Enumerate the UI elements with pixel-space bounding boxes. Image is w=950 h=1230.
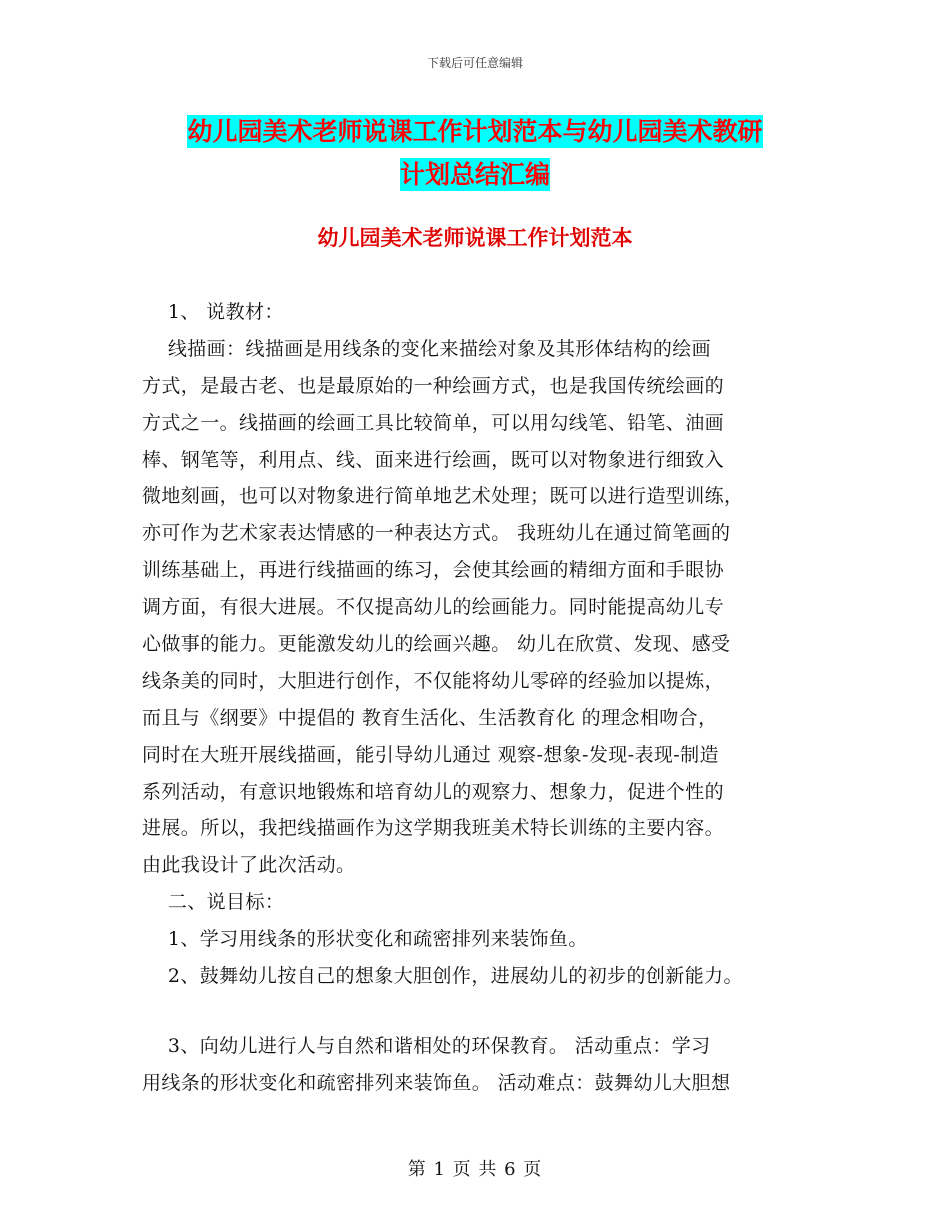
body-line: 二、说目标： (142, 891, 285, 914)
body-line: 方式之一。线描画的绘画工具比较简单，可以用勾线笔、铅笔、油画 (142, 411, 725, 434)
body-line: 线描画：线描画是用线条的变化来描绘对象及其形体结构的绘画 (142, 337, 712, 360)
body-line: 系列活动，有意识地锻炼和培育幼儿的观察力、想象力，促进个性的 (142, 780, 725, 803)
body-line: 亦可作为艺术家表达情感的一种表达方式。 我班幼儿在通过简笔画的 (142, 522, 731, 545)
title-line-1: 幼儿园美术老师说课工作计划范本与幼儿园美术教研 (187, 117, 763, 146)
section-heading: 幼儿园美术老师说课工作计划范本 (317, 226, 633, 250)
document-title (140, 110, 810, 196)
page-header-note: 下载后可任意编辑 (426, 56, 523, 70)
body-line: 进展。所以，我把线描画作为这学期我班美术特长训练的主要内容。 (142, 817, 725, 840)
body-text (142, 294, 826, 1102)
body-line: 2、鼓舞幼儿按自己的想象大胆创作，进展幼儿的初步的创新能力。 (142, 965, 743, 988)
body-line: 棒、钢笔等，利用点、线、面来进行绘画，既可以对物象进行细致入 (142, 448, 725, 471)
page-number: 第 1 页 共 6 页 (407, 1159, 543, 1180)
body-line: 1、学习用线条的形状变化和疏密排列来装饰鱼。 (142, 928, 588, 951)
body-line (142, 995, 826, 1028)
body-line: 3、向幼儿进行人与自然和谐相处的环保教育。 活动重点：学习 (142, 1034, 711, 1057)
body-line: 训练基础上，再进行线描画的练习，会使其绘画的精细方面和手眼协 (142, 559, 725, 582)
body-line: 线条美的同时，大胆进行创作，不仅能将幼儿零碎的经验加以提炼， (142, 669, 725, 692)
body-line: 1、 说教材： (142, 301, 284, 323)
body-line: 由此我设计了此次活动。 (142, 854, 356, 877)
body-line: 用线条的形状变化和疏密排列来装饰鱼。 活动难点：鼓舞幼儿大胆想 (142, 1071, 731, 1094)
body-line: 同时在大班开展线描画，能引导幼儿通过 观察-想象-发现-表现-制造 (142, 743, 719, 766)
body-line: 微地刻画，也可以对物象进行简单地艺术处理；既可以进行造型训练， (142, 485, 744, 508)
body-line: 心做事的能力。更能激发幼儿的绘画兴趣。 幼儿在欣赏、发现、感受 (142, 633, 731, 656)
body-line: 而且与《纲要》中提倡的 教育生活化、生活教育化 的理念相吻合， (142, 706, 718, 729)
body-line: 方式，是最古老、也是最原始的一种绘画方式，也是我国传统绘画的 (142, 374, 725, 397)
title-line-2: 计划总结汇编 (399, 160, 550, 189)
body-line: 调方面，有很大进展。不仅提高幼儿的绘画能力。同时能提高幼儿专 (142, 596, 725, 619)
